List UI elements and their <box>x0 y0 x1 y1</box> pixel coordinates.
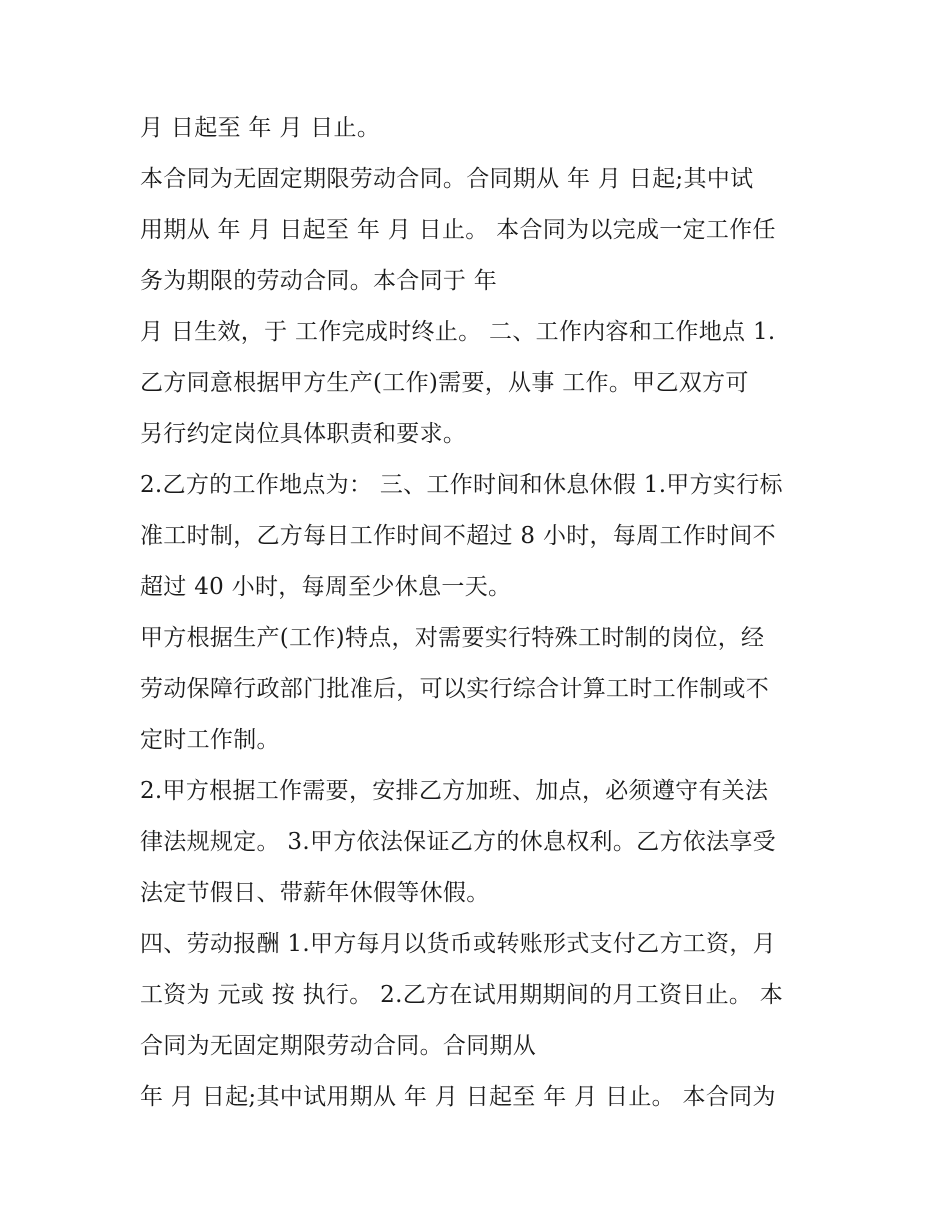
text-line: 准工时制，乙方每日工作时间不超过 8 小时，每周工作时间不 <box>140 523 776 549</box>
text-line: 月 日生效，于 工作完成时终止。 二、工作内容和工作地点 1. <box>140 319 776 345</box>
text-line: 本合同为无固定期限劳动合同。合同期从 年 月 日起;其中试 <box>140 166 754 192</box>
text-line: 甲方根据生产(工作)特点，对需要实行特殊工时制的岗位，经 <box>140 625 765 651</box>
text-line: 用期从 年 月 日起至 年 月 日止。 本合同为以完成一定工作任 <box>140 217 776 243</box>
text-line: 务为期限的劳动合同。本合同于 年 <box>140 268 498 294</box>
text-line: 2.乙方的工作地点为： 三、工作时间和休息休假 1.甲方实行标 <box>140 472 783 498</box>
text-line: 法定节假日、带薪年休假等休假。 <box>140 880 490 906</box>
text-line: 劳动保障行政部门批准后，可以实行综合计算工时工作制或不 <box>140 676 770 702</box>
document-body <box>140 108 820 1128</box>
text-line: 年 月 日起;其中试用期从 年 月 日起至 年 月 日止。 本合同为 <box>140 1084 776 1110</box>
text-line: 超过 40 小时，每周至少休息一天。 <box>140 574 512 600</box>
text-line: 律法规规定。 3.甲方依法保证乙方的休息权利。乙方依法享受 <box>140 829 776 855</box>
text-line: 2.甲方根据工作需要，安排乙方加班、加点，必须遵守有关法 <box>140 778 769 804</box>
text-line: 另行约定岗位具体职责和要求。 <box>140 421 467 447</box>
text-line: 四、劳动报酬 1.甲方每月以货币或转账形式支付乙方工资，月 <box>140 931 776 957</box>
text-line: 月 日起至 年 月 日止。 <box>140 115 381 141</box>
text-line: 工资为 元或 按 执行。 2.乙方在试用期期间的月工资日止。 本 <box>140 982 784 1008</box>
text-line: 合同为无固定期限劳动合同。合同期从 <box>140 1033 537 1059</box>
text-line: 乙方同意根据甲方生产(工作)需要，从事 工作。甲乙双方可 <box>140 370 749 396</box>
text-line: 定时工作制。 <box>140 727 280 753</box>
